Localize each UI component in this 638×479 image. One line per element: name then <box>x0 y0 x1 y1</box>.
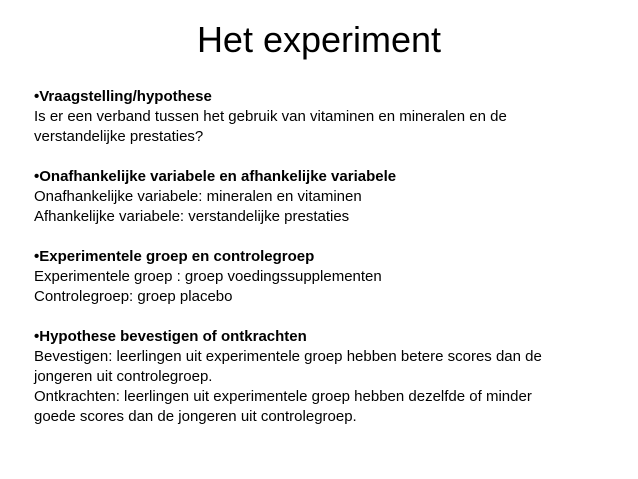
body-line: Controlegroep: groep placebo <box>34 288 233 305</box>
spacer <box>34 227 624 247</box>
body-line: goede scores dan de jongeren uit controlegroep. <box>34 408 357 425</box>
section-variables <box>34 167 624 227</box>
section-heading: •Onafhankelijke variabele en afhankelijke variabele <box>34 168 397 185</box>
section-heading: •Experimentele groep en controlegroep <box>34 248 315 265</box>
slide-body <box>34 87 624 427</box>
body-line: Experimentele groep : groep voedingssupplementen <box>34 268 382 285</box>
body-line: Ontkrachten: leerlingen uit experimentele groep hebben dezelfde of minder <box>34 388 532 405</box>
slide-title: Het experiment <box>196 19 442 60</box>
body-line: Bevestigen: leerlingen uit experimentele groep hebben betere scores dan de <box>34 348 542 365</box>
body-line: Is er een verband tussen het gebruik van vitaminen en mineralen en de <box>34 108 507 125</box>
body-line: jongeren uit controlegroep. <box>34 368 213 385</box>
spacer <box>34 147 624 167</box>
body-line: Afhankelijke variabele: verstandelijke prestaties <box>34 208 350 225</box>
body-line: verstandelijke prestaties? <box>34 128 204 145</box>
section-heading: •Hypothese bevestigen of ontkrachten <box>34 328 307 345</box>
section-groups <box>34 247 624 307</box>
section-research-question <box>34 87 624 147</box>
spacer <box>34 307 624 327</box>
section-hypothesis-test <box>34 327 624 427</box>
body-line: Onafhankelijke variabele: mineralen en vitaminen <box>34 188 362 205</box>
section-heading: •Vraagstelling/hypothese <box>34 88 212 105</box>
